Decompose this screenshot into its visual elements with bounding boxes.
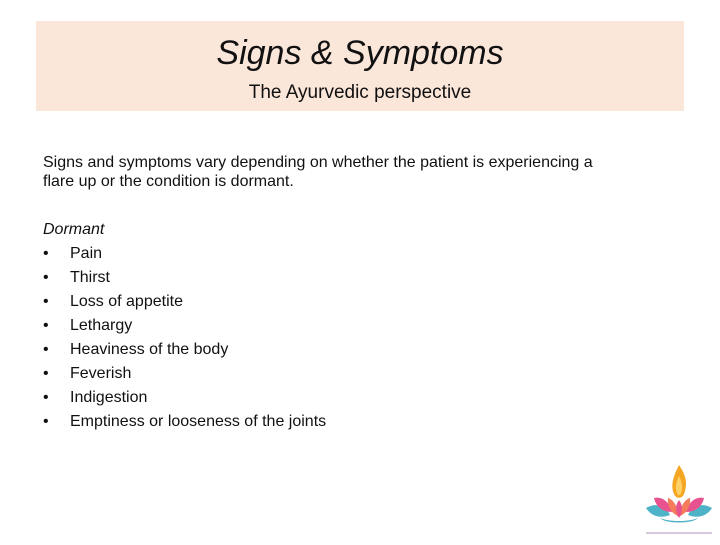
list-item-text: Feverish [70,365,132,382]
bullet-icon: • [43,245,49,262]
flame-lotus-logo-icon [638,462,720,540]
list-item-text: Emptiness or looseness of the joints [70,413,327,430]
bullet-icon: • [43,341,49,358]
list-item-text: Thirst [70,269,110,286]
bullet-icon: • [43,365,49,382]
bullet-icon: • [43,389,49,406]
intro-line-1: Signs and symptoms vary depending on whether the patient is experiencing a [43,154,593,171]
list-item-text: Loss of appetite [70,293,183,310]
header-banner [36,21,684,111]
bullet-icon: • [43,413,49,430]
list-item [43,388,326,412]
logo-graphic [638,462,720,540]
symptom-list [43,244,326,436]
list-item [43,316,326,340]
bullet-icon: • [43,293,49,310]
bullet-icon: • [43,317,49,334]
list-item-text: Heaviness of the body [70,341,229,358]
list-item [43,340,326,364]
section-heading-dormant: Dormant [43,221,105,238]
intro-line-2: flare up or the condition is dormant. [43,173,294,190]
list-item-text: Pain [70,245,103,262]
list-item-text: Lethargy [70,317,133,334]
bullet-icon: • [43,269,49,286]
page-title: Signs & Symptoms [216,34,504,72]
page-subtitle: The Ayurvedic perspective [248,82,472,103]
list-item [43,292,326,316]
list-item [43,412,326,436]
list-item [43,244,326,268]
list-item-text: Indigestion [70,389,148,406]
list-item [43,268,326,292]
list-item [43,364,326,388]
intro-paragraph [43,153,683,191]
